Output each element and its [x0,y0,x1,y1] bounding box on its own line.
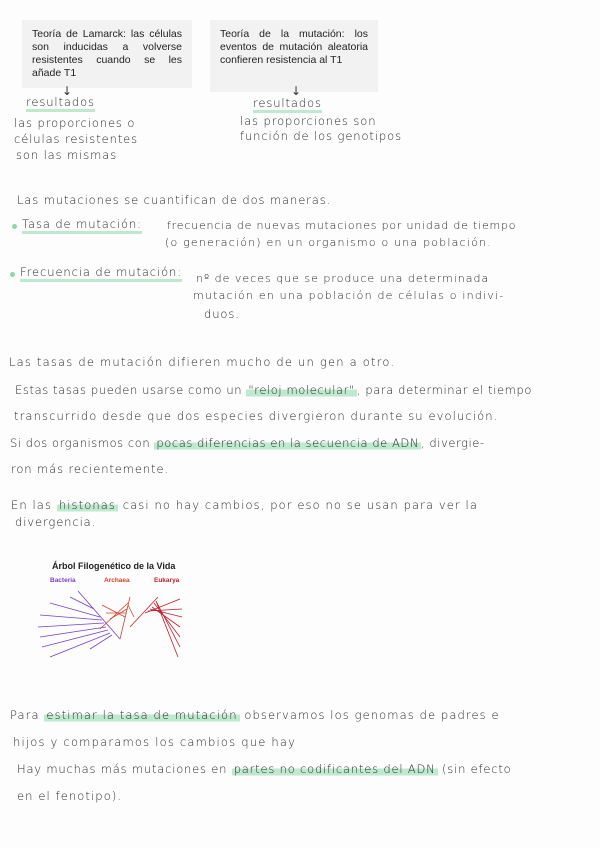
freq-term: Frecuencia de mutación: [20,265,182,282]
lamarck-theory-box: Teoría de Lamarck: las células son inducidas a volverse resistentes cuando se les añade T1 [22,20,192,88]
molecular-clock-highlight: "reloj molecular" [248,383,355,397]
results-left-line: las proporciones o [14,116,136,130]
freq-def-line: duos. [204,307,240,321]
phylogenetic-tree-figure [30,557,210,667]
estimate-line [17,762,511,776]
clock-text: En las [11,498,53,512]
tree-branches-icon [30,557,210,667]
archaea-label: Archaea [104,577,130,584]
rate-def-line: frecuencia de nuevas mutaciones por unidad de tiempo [167,219,517,232]
clock-line: transcurrido desde que dos especies divergieron durante su evolución. [14,409,499,423]
estimate-text: Hay muchas más mutaciones en [17,762,228,776]
clock-line: divergencia. [15,515,97,529]
results-label-left: resultados [26,95,95,112]
bullet-icon [12,224,17,229]
results-left-line: células resistentes [14,132,139,146]
estimate-text: Para [10,708,40,722]
clock-line: Las tasas de mutación difieren mucho de un gen a otro. [9,355,396,369]
clock-line [11,498,478,512]
rate-term: Tasa de mutación: [22,217,142,234]
clock-text: casi no hay cambios, por eso no se usan para ver la [122,498,478,512]
bullet-icon [10,272,15,277]
tree-title: Árbol Filogenético de la Vida [52,561,176,571]
rate-def-line: (o generación) en un organismo o una población. [165,236,492,249]
clock-text: , para determinar el tiempo [356,383,533,397]
histones-highlight: histonas [58,498,116,512]
freq-def-line: nº de veces que se produce una determinada [196,272,490,285]
results-right-line: función de los genotipos [240,129,402,143]
results-label-right: resultados [253,96,322,113]
clock-text: Si dos organismos con [10,436,151,450]
noncoding-highlight: partes no codificantes del ADN [233,762,436,776]
estimate-text: (sin efecto [442,762,512,776]
estimate-line: hijos y comparamos los cambios que hay [13,735,297,749]
mutation-theory-box: Teoría de la mutación: los eventos de mutación aleatoria confieren resistencia al T1 [210,20,378,92]
estimate-line [10,708,500,722]
estimate-line: en el fenotipo). [17,789,123,803]
estimate-highlight: estimar la tasa de mutación [46,708,238,722]
clock-line: ron más recientemente. [11,462,169,476]
quantify-intro: Las mutaciones se cuantifican de dos maneras. [17,193,332,207]
eukarya-label: Eukarya [154,577,180,584]
clock-text: , divergie- [420,436,485,450]
bacteria-label: Bacteria [50,577,76,584]
down-arrow-icon: ↓ [62,84,73,98]
clock-text: Estas tasas pueden usarse como un [15,383,243,397]
freq-def-line: mutación en una población de células o indivi- [193,289,505,302]
results-right-line: las proporciones son [240,114,377,128]
dna-differences-highlight: pocas diferencias en la secuencia de ADN [156,436,419,450]
results-left-line: son las mismas [16,148,118,162]
clock-line [10,436,485,450]
clock-line [15,383,532,397]
estimate-text: observamos los genomas de padres e [244,708,500,722]
down-arrow-icon: ↓ [291,84,302,98]
